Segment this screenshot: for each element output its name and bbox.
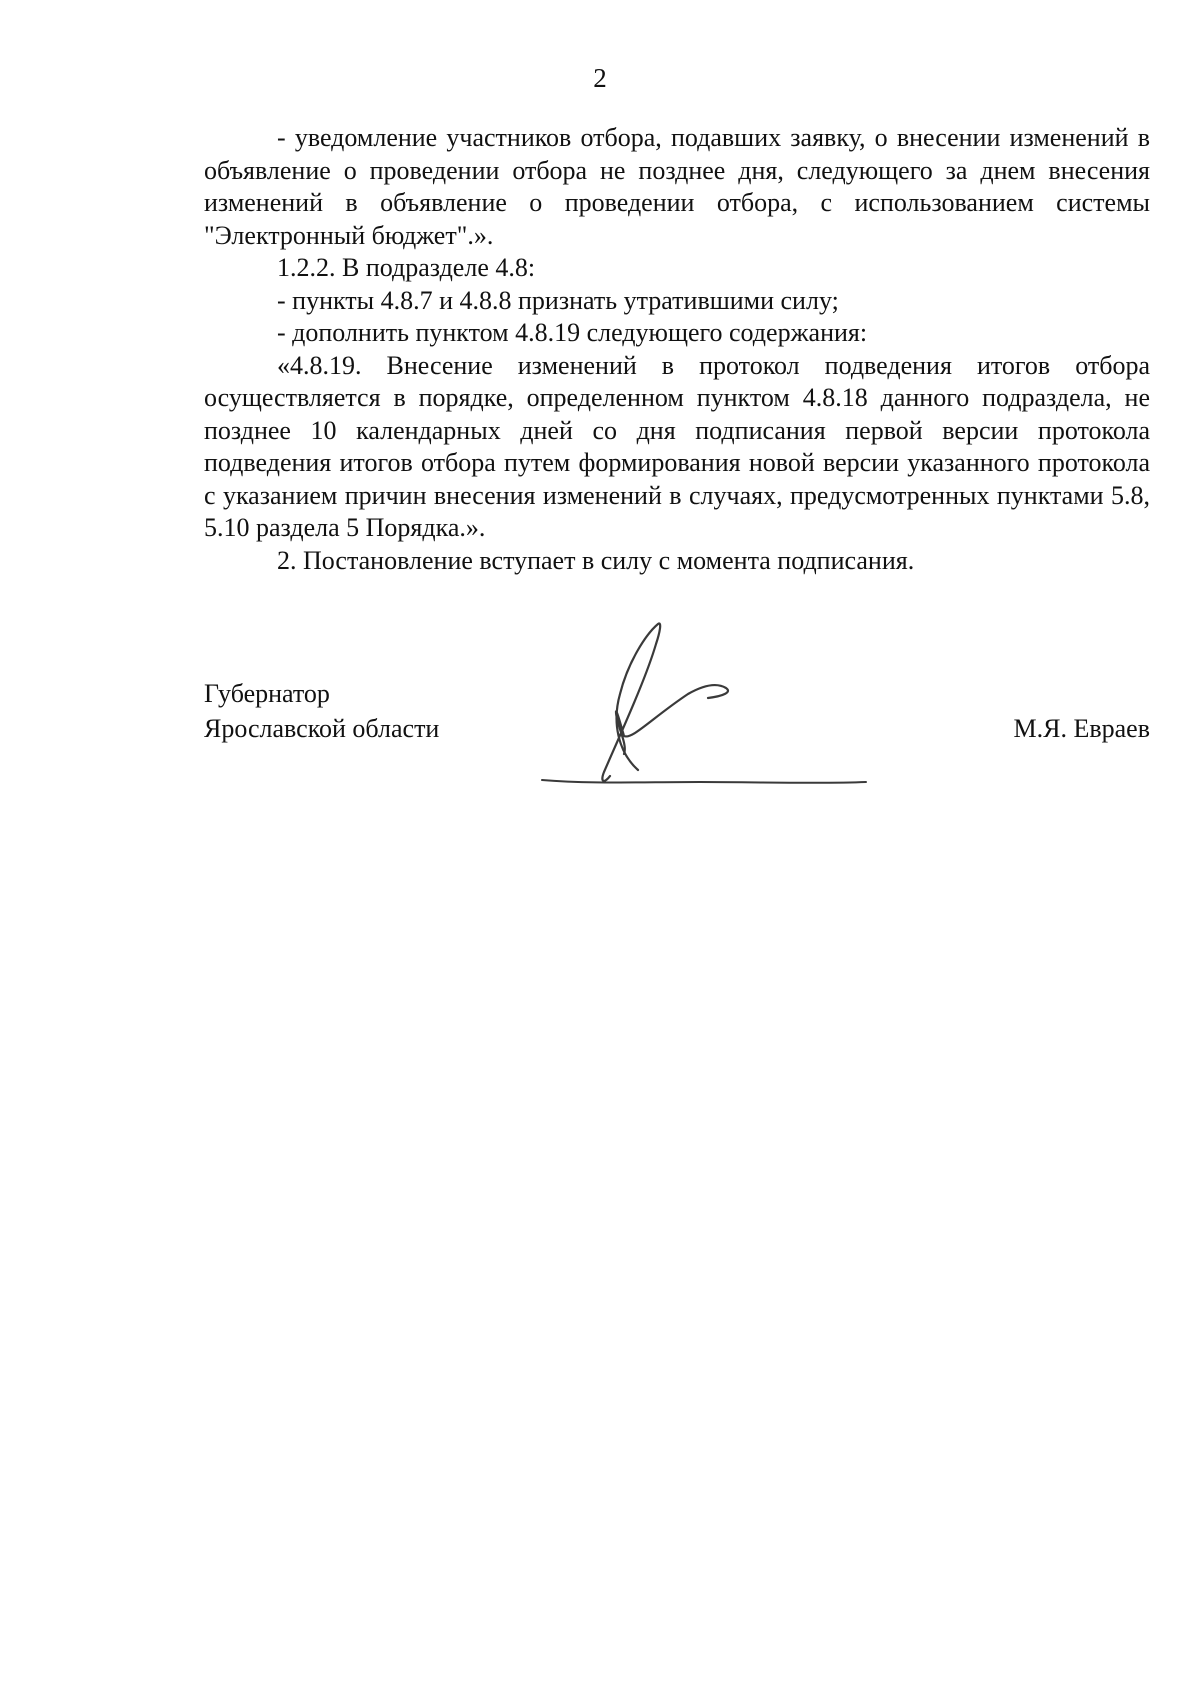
paragraph-subsection-heading: 1.2.2. В подразделе 4.8: bbox=[277, 253, 536, 282]
signatory-title-line2: Ярославской области bbox=[204, 714, 440, 743]
signatory-title-line1: Губернатор bbox=[204, 679, 330, 708]
page-number: 2 bbox=[593, 63, 607, 93]
handwritten-signature bbox=[520, 612, 940, 802]
paragraph-add-item: - дополнить пунктом 4.8.19 следующего содержания: bbox=[277, 318, 868, 347]
paragraph-entry-into-force: 2. Постановление вступает в силу с момента подписания. bbox=[277, 545, 915, 575]
paragraph-item-4-8-19: «4.8.19. Внесение изменений в протокол подведения итогов отбора осуществляется в порядке, определенном пунктом 4.8.18 данного подраздела, не позднее 10 календарных дней со дня подписания первой версии протокола подведения итогов отбора путем формирования новой версии указанного протокола с указанием причин внесения изменений в случаях, предусмотренных пунктами 5.8, 5.10 раздела 5 Порядка.». bbox=[204, 350, 1150, 542]
paragraph-repeal-items: - пункты 4.8.7 и 4.8.8 признать утратившими силу; bbox=[277, 285, 839, 315]
signature-loop-stroke bbox=[602, 624, 660, 781]
document-body bbox=[204, 122, 1150, 577]
signature-tail-stroke bbox=[616, 685, 728, 754]
paragraph-notification: - уведомление участников отбора, подавших заявку, о внесении изменений в объявление о проведении отбора не позднее дня, следующего за днем внесения изменений в объявление о проведении отбора, с использованием системы "Электронный бюджет".». bbox=[204, 123, 1150, 250]
signature-underline bbox=[542, 780, 866, 783]
signatory-name: М.Я. Евраев bbox=[1013, 714, 1150, 743]
signatory-title bbox=[204, 676, 439, 746]
